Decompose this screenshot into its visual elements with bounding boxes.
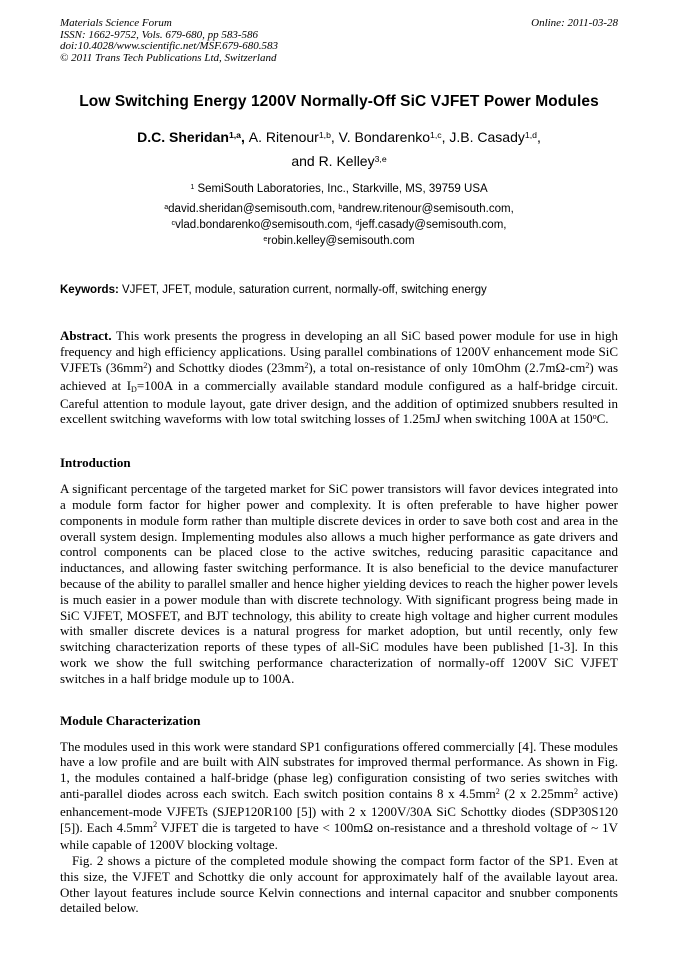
section-heading-module-characterization: Module Characterization (60, 712, 201, 728)
text-segment: Abstract. (60, 328, 117, 344)
text-segment: e (263, 234, 268, 243)
text-segment: , (241, 129, 249, 146)
text-segment: jeff.casady@semisouth.com, (359, 219, 507, 232)
text-segment: 1,a (228, 130, 242, 141)
paper-title: Low Switching Energy 1200V Normally-Off SiC VJFET Power Modules (79, 93, 599, 111)
author-emails (60, 202, 618, 250)
text-segment: c (171, 218, 176, 227)
text-segment: 2 (304, 360, 309, 370)
online-date: Online: 2011-03-28 (531, 17, 618, 29)
text-segment: 2 (573, 786, 578, 796)
text-segment: (2 x 2.25mm (499, 785, 574, 801)
text-segment: D (131, 384, 137, 394)
text-segment: SemiSouth Laboratories, Inc., Starkville, MS, 39759 USA (194, 183, 488, 196)
text-segment: 1,c (430, 130, 442, 141)
text-segment: vlad.bondarenko@semisouth.com, (175, 219, 356, 232)
text-segment: VJFET die is targeted to have < 100mΩ on-resistance and a threshold voltage of ~ 1V while capable of 1200V blocking voltage. (60, 819, 618, 853)
journal-name: Materials Science Forum (60, 17, 172, 29)
text-segment: 3,e (374, 154, 387, 165)
text-segment: =100A in a commercially available standard module configured as a half-bridge circuit. Careful attention to module layout, gate driver design, and the addition of optimized snubbers resulted in excellent switching waveforms with low total switching losses of 1.25mJ when switching 100A at 150 (60, 377, 619, 427)
text-segment: This work presents the progress in developing an all SiC based power module for use in high frequency and high efficiency applications. Using parallel combinations of 1200V enhancement mode SiC VJFETs (36mm (60, 328, 618, 375)
doi-line: doi:10.4028/www.scientific.net/MSF.679-680.583 (60, 40, 279, 53)
author-list (60, 126, 618, 174)
text-segment: o (592, 412, 597, 422)
text-segment: 1,b (318, 130, 331, 141)
authors-line-1 (60, 126, 618, 150)
issn-volume-line: ISSN: 1662-9752, Vols. 679-680, pp 583-586 (60, 28, 258, 41)
text-segment: active) enhancement-mode VJFETs (SJEP120R100 [5]) with 2 x 1200V/30A SiC Schottky diodes (SDP30S120 [5]). Each 4.5mm (60, 785, 618, 835)
module-characterization-paragraph-2 (60, 853, 618, 916)
section-heading-introduction: Introduction (60, 455, 131, 471)
text-segment: The modules used in this work were standard SP1 configurations offered commercially [4]. These modules have a low profile and are built with AlN substrates for improved thermal performance. As shown in Fig. 1, the modules contained a half-bridge (phase leg) configuration consisting of two series switches with anti-parallel diodes across each switch. Each switch position contains 8 x 4.5mm (60, 738, 618, 801)
text-segment: C. (596, 411, 609, 427)
text-segment: ) and Schottky diodes (23mm (147, 359, 305, 375)
text-segment: 2 (153, 820, 158, 830)
copyright-line: © 2011 Trans Tech Publications Ltd, Switzerland (60, 51, 277, 64)
text-segment: Keywords: (60, 284, 122, 297)
affiliation-line (60, 182, 618, 198)
abstract-paragraph (60, 328, 618, 429)
text-segment: 1 (190, 182, 195, 191)
text-segment: david.sheridan@semisouth.com, (168, 203, 339, 216)
text-segment: andrew.ritenour@semisouth.com, (342, 203, 514, 216)
text-segment: , V. Bondarenko (330, 129, 431, 146)
text-segment: and R. Kelley (291, 153, 375, 170)
text-segment: A. Ritenour (248, 129, 319, 146)
text-segment: ) was achieved at I (60, 359, 618, 393)
email-line-2 (60, 218, 618, 234)
text-segment: d (355, 218, 360, 227)
text-segment: 1,d (524, 130, 537, 141)
text-segment: 2 (585, 360, 590, 370)
publication-header (60, 18, 618, 64)
text-segment: 2 (495, 786, 500, 796)
text-segment: VJFET, JFET, module, saturation current, normally-off, switching energy (122, 284, 487, 297)
module-characterization-paragraph-1 (60, 739, 618, 854)
text-segment: D.C. Sheridan (137, 129, 229, 146)
publication-meta (60, 18, 278, 64)
text-segment: ), a total on-resistance of only 10mOhm (2.7mΩ-cm (308, 359, 586, 375)
email-line-3 (60, 234, 618, 250)
text-segment: a (164, 202, 169, 211)
text-segment: A significant percentage of the targeted market for SiC power transistors will favor devices integrated into a module form factor for higher power and complexity. It is often preferable to have higher power components in module form rather than multiple discrete devices in order to save both cost and area in the overall system design. Implementing modules also allows a much higher performance as gate drivers and control components can be placed close to the active switches, reducing parasitic capacitance and inductances, and allowing faster switching performance. It is also beneficial to the device manufacturer because of the ability to parallel smaller and hence higher yielding devices to reach the higher power levels is much easier in a power module than with discrete technology. With significant progress being made in SiC VJFET, MOSFET, and BJT technology, this ability to create high voltage and higher current modules with smaller discrete devices is a natural progress for market adoption, but until recently, only few switching characterization reports of these types of all-SiC modules have been published [1-3]. In this work we show the full switching performance characterization of normally-off 1200V SiC VJFET switches in a half bridge module up to 100A. (60, 481, 618, 686)
text-segment: , (536, 129, 541, 146)
text-segment: Fig. 2 shows a picture of the completed module showing the compact form factor of the SP1. Even at this size, the VJFET and Schottky die only account for approximately half of the available layout area. Other layout features include source Kelvin connections and internal capacitor and snubber components detailed below. (60, 853, 618, 916)
authors-line-2 (60, 150, 618, 174)
text-segment: b (338, 202, 343, 211)
text-segment: robin.kelley@semisouth.com (267, 235, 415, 248)
email-line-1 (60, 202, 618, 218)
introduction-paragraph (60, 481, 618, 686)
text-segment: , J.B. Casady (441, 129, 525, 146)
keywords-line (60, 283, 618, 298)
text-segment: 2 (143, 360, 148, 370)
